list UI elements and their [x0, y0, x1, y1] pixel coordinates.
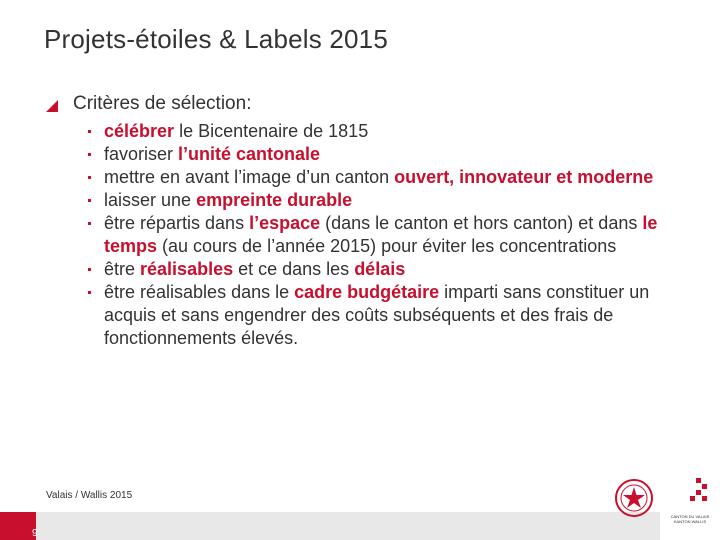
- emphasis-text: célébrer: [104, 121, 175, 141]
- valais-2015-seal-icon: [614, 478, 654, 518]
- footer-text: Valais / Wallis 2015: [46, 490, 133, 501]
- criteria-item: [88, 212, 668, 258]
- bullet-dot-icon: [88, 268, 91, 271]
- criteria-item: [88, 166, 668, 189]
- item-text: favoriser: [104, 144, 179, 164]
- emphasis-text: réalisables: [140, 259, 234, 279]
- item-text: mettre en avant l’image d’un canton: [104, 167, 395, 187]
- footer-bar: [0, 512, 660, 540]
- slide-title: Projets-étoiles & Labels 2015: [44, 24, 389, 54]
- item-text: (au cours de l’année 2015) pour éviter les concentrations: [157, 236, 617, 256]
- item-text: être: [104, 259, 141, 279]
- item-text: être réalisables dans le: [104, 282, 295, 302]
- bullet-dot-icon: [88, 291, 91, 294]
- bullet-dot-icon: [88, 176, 91, 179]
- item-text: (dans le canton et hors canton) et dans: [320, 213, 643, 233]
- item-text: et ce dans les: [233, 259, 355, 279]
- item-text: être répartis dans: [104, 213, 250, 233]
- item-text: laisser une: [104, 190, 197, 210]
- footer-accent-block: [0, 512, 36, 540]
- emphasis-text: ouvert, innovateur et moderne: [394, 167, 654, 187]
- criteria-item: [88, 189, 668, 212]
- item-text: imparti sans constituer un acquis et sans engendrer des coûts subséquents et des frais de fonctionnements élevés.: [104, 282, 650, 348]
- criteria-item: [88, 258, 668, 281]
- emphasis-text: l’espace: [249, 213, 321, 233]
- bullet-dot-icon: [88, 222, 91, 225]
- emphasis-text: délais: [354, 259, 406, 279]
- logo-line2: KANTON WALLIS: [673, 519, 707, 524]
- emphasis-text: l’unité cantonale: [178, 144, 321, 164]
- criteria-list: [88, 120, 668, 350]
- criteria-item: [88, 281, 668, 350]
- emphasis-text: le temps: [104, 213, 658, 256]
- bullet-dot-icon: [88, 153, 91, 156]
- canton-valais-logo-icon: [664, 474, 716, 526]
- bullet-dot-icon: [88, 130, 91, 133]
- red-triangle-bullet-icon: [46, 100, 58, 112]
- logo-line1: CANTON DU VALAIS: [670, 514, 710, 519]
- emphasis-text: cadre budgétaire: [294, 282, 440, 302]
- item-text: le Bicentenaire de 1815: [174, 121, 369, 141]
- criteria-item: [88, 143, 668, 166]
- emphasis-text: empreinte durable: [196, 190, 353, 210]
- bullet-dot-icon: [88, 199, 91, 202]
- page-number: 9: [32, 528, 38, 539]
- criteria-heading: Critères de sélection:: [73, 93, 252, 114]
- criteria-item: [88, 120, 668, 143]
